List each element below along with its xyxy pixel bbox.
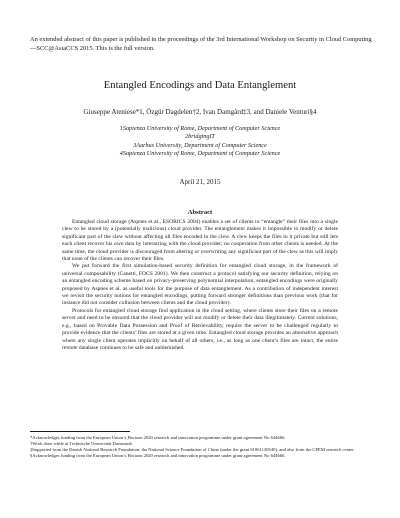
footnote-divider bbox=[30, 431, 130, 432]
paper-title: Entangled Encodings and Data Entanglement bbox=[103, 80, 297, 91]
affiliation-4: 4Sapienza University of Rome, Department of Computer Science bbox=[119, 150, 281, 158]
footnote-4: §Acknowledges funding from the European Union’s Horizon 2020 research and innovation programme under grant agreement No 644666. bbox=[30, 453, 286, 458]
publication-note: An extended abstract of this paper is published in the proceedings of the 3rd International Workshop on Security in Cloud Computing—SCC@AsiaCCS 2015. This is the full version. bbox=[30, 36, 372, 52]
abstract-body bbox=[62, 219, 338, 352]
abstract-heading: Abstract bbox=[187, 209, 213, 216]
footnotes bbox=[30, 431, 375, 459]
paper-date: April 21, 2015 bbox=[179, 178, 221, 186]
abstract-paragraph-2: We put forward the first simulation-based security definition for entangled cloud storage, in the framework of universal composability (Canetti, FOCS 2001). We then construct a protocol satisfying our security definition, relying on an entangled encoding scheme based on privacy-preserving polynomial interpolation; entangled encodings were originally proposed by Aspnes et al. as useful tools for the purpose of data entanglement. As a contribution of independent interest we revisit the security notions for entangled encodings, putting forward stronger definitions than previous work (that for instance did not consider collusion between clients and the cloud provider). bbox=[62, 263, 338, 307]
footnote-1: *Acknowledges funding from the European Union’s Horizon 2020 research and innovation programme under grant agreement No 644666. bbox=[30, 435, 286, 440]
affiliations bbox=[0, 125, 400, 159]
affiliation-2: 2bridgingIT bbox=[185, 133, 215, 141]
affiliation-3: 3Aarhus University, Department of Computer Science bbox=[133, 141, 267, 149]
author-list: Giuseppe Ateniese*1, Özgür Dagdelen†2, Ivan Damgård‡3, and Daniele Venturi§4 bbox=[83, 108, 317, 116]
footnote-2: †Work done while at Technische Universität Darmstadt. bbox=[30, 441, 133, 446]
affiliation-1: 1Sapienza University of Rome, Department of Computer Science bbox=[119, 125, 281, 132]
footnote-3: ‡Supported from the Danish National Research Foundation, the National Science Foundation of China (under the grant 61061130540), and also from the CFEM research center. bbox=[30, 447, 355, 452]
abstract-paragraph-3: Protocols for entangled cloud storage find application in the cloud setting, where clients store their files on a remote server and need to be ensured that the cloud provider will not modify or delete their data illegitimately. Current solutions, e.g., based on Provable Data Possession and Proof of Retrievability, require the server to be challenged regularly to provide evidence that the clients’ files are stored at a given time. Entangled cloud storage provides an alternative approach where any single client operates implicitly on behalf of all others, i.e., as long as one client’s files are intact, the entire remote database continues to be safe and unblemished. bbox=[62, 307, 338, 351]
abstract-paragraph-1: Entangled cloud storage (Aspnes et al., ESORICS 2004) enables a set of clients to “entangle” their files into a single clew to be stored by a (potentially malicious) cloud provider. The entanglement makes it impossible to modify or delete significant part of the clew without affecting all files encoded in the clew. A clew keeps the files in it private but still lets each client recover his own data by interacting with the cloud provider; no cooperation from other clients is needed. At the same time, the cloud provider is discouraged from altering or overwriting any significant part of the clew as this will imply that none of the clients can recover their files. bbox=[62, 219, 338, 263]
